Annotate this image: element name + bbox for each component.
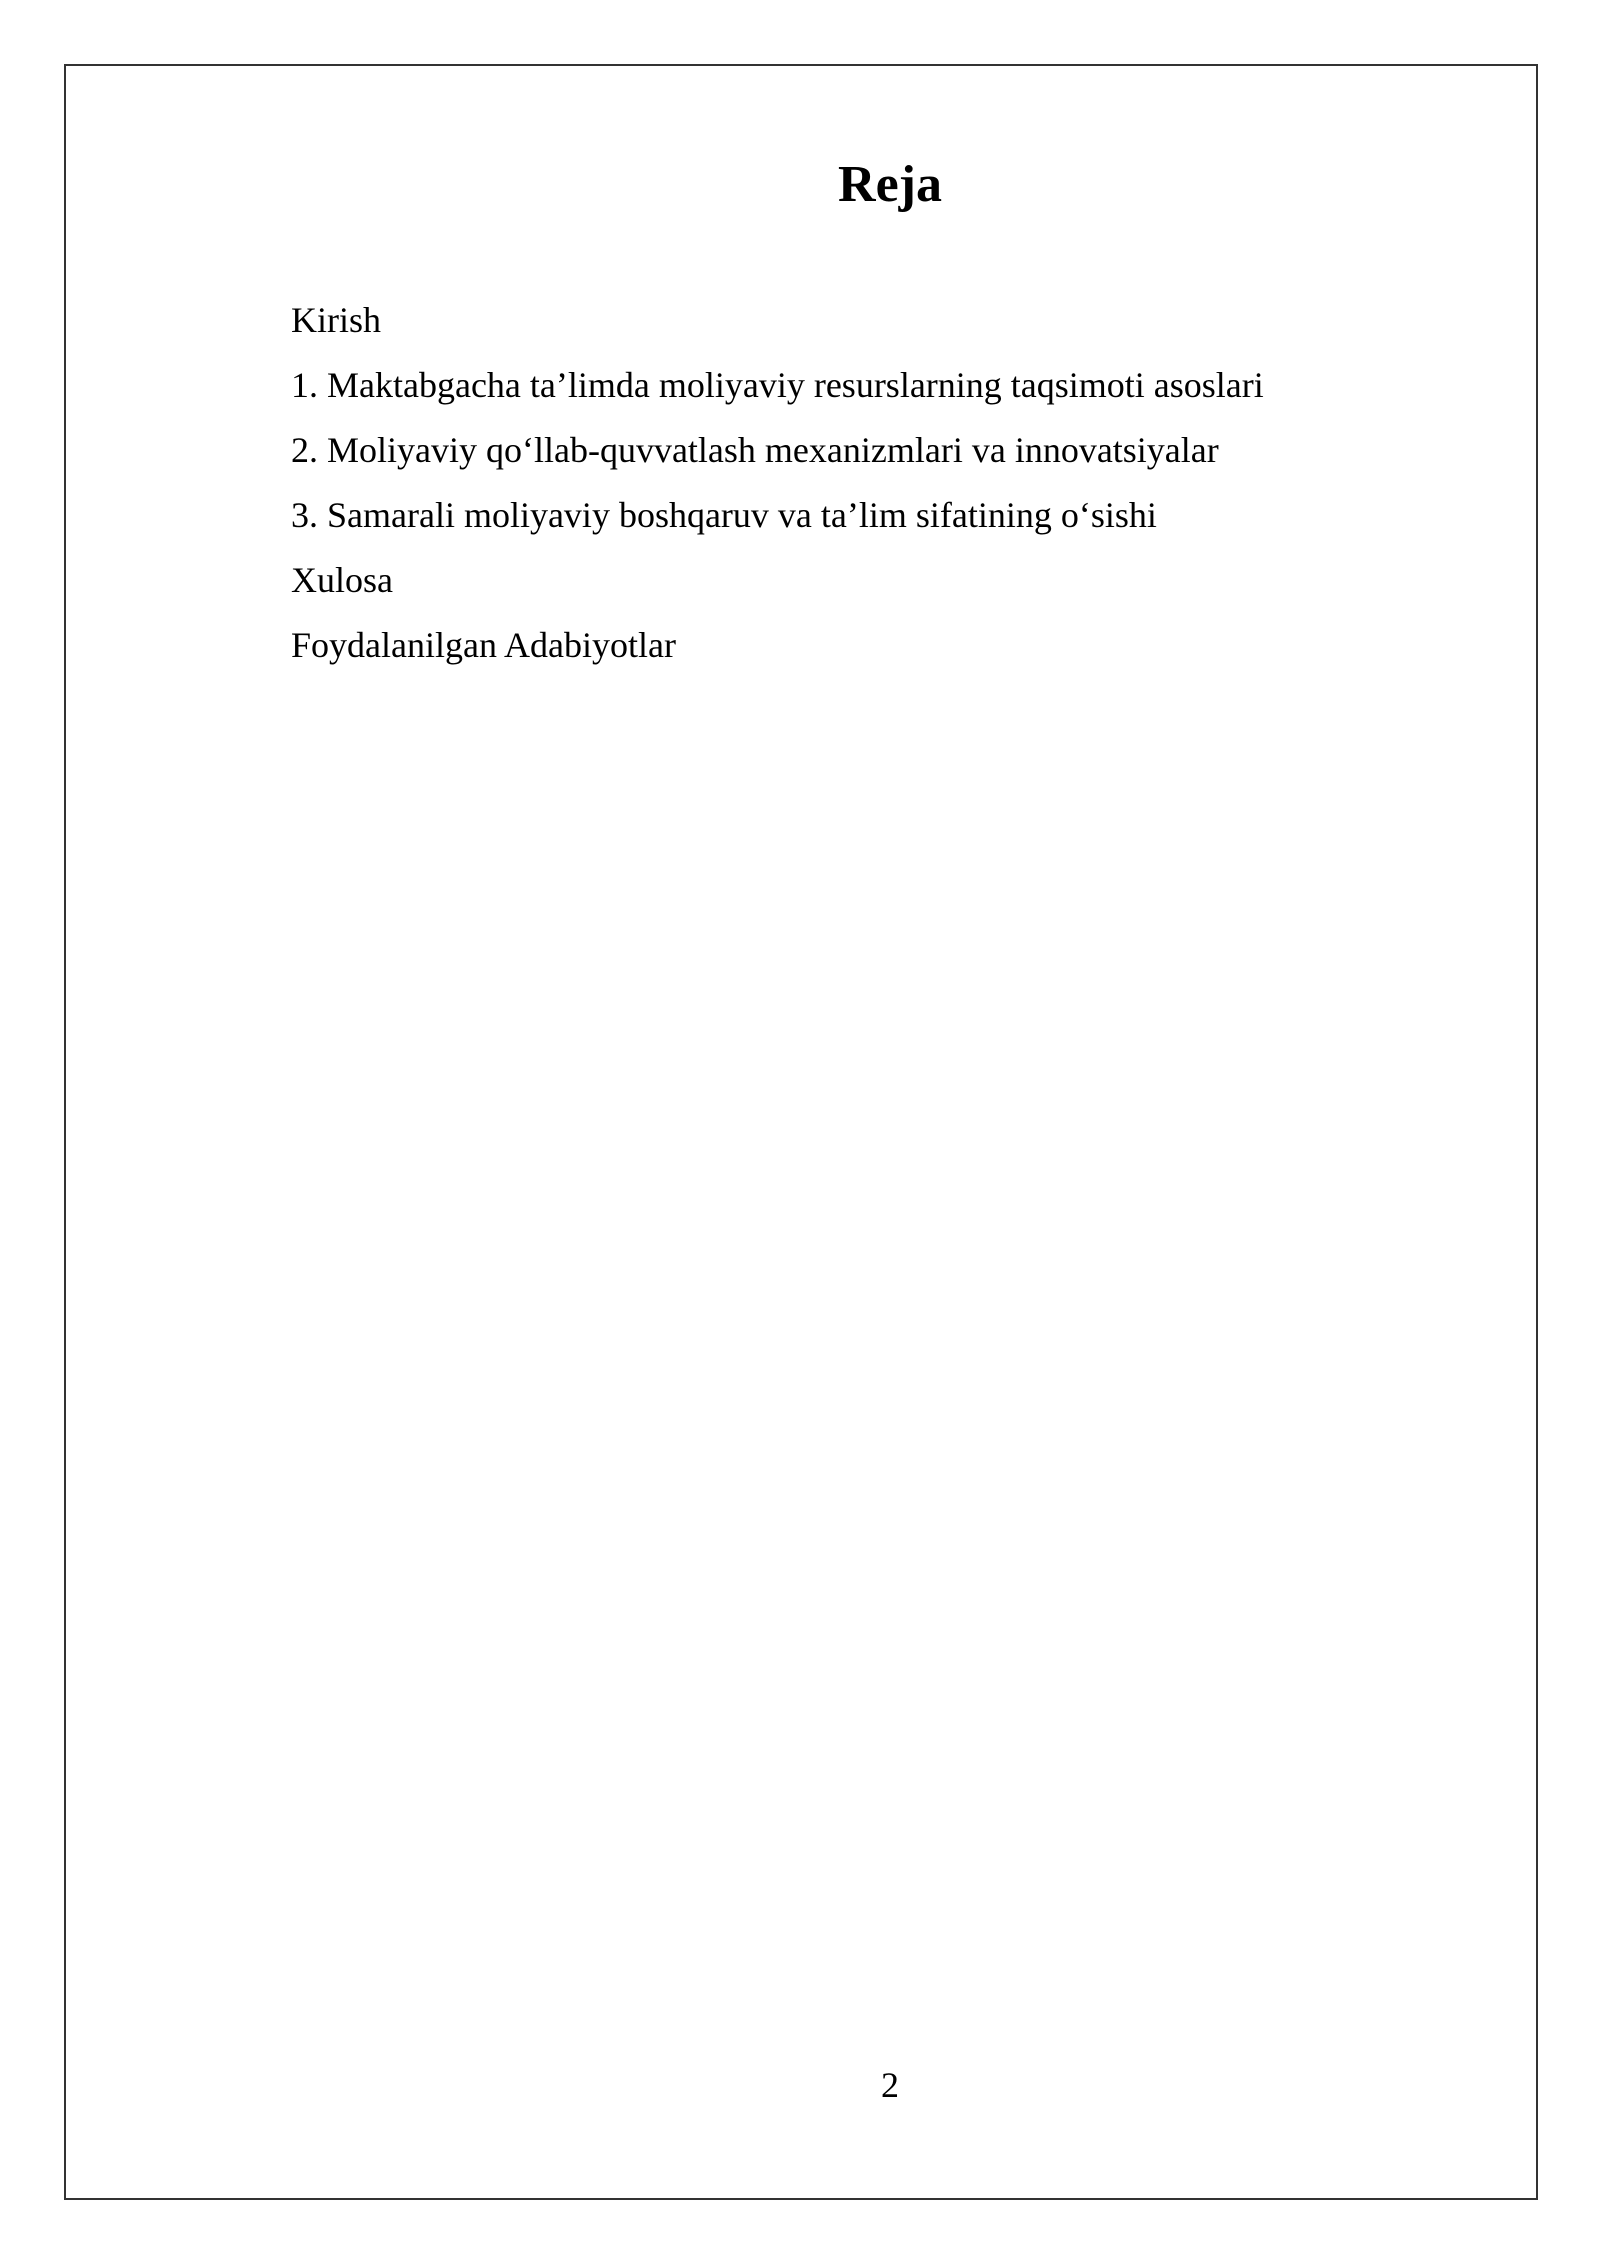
- toc-item-chapter-2: 2. Moliyaviy qo‘llab-quvvatlash mexanizmlari va innovatsiyalar: [291, 430, 1219, 470]
- toc-item-chapter-1: 1. Maktabgacha ta’limda moliyaviy resurslarning taqsimoti asoslari: [291, 365, 1264, 405]
- toc-item-references: Foydalanilgan Adabiyotlar: [291, 625, 676, 665]
- table-of-contents: [291, 288, 1471, 678]
- toc-item-chapter-3: 3. Samarali moliyaviy boshqaruv va ta’lim sifatining o‘sishi: [291, 495, 1157, 535]
- page-title: Reja: [838, 156, 942, 213]
- toc-item-conclusion: Xulosa: [291, 560, 393, 600]
- toc-item-introduction: Kirish: [291, 300, 381, 340]
- page-number: 2: [881, 2065, 899, 2105]
